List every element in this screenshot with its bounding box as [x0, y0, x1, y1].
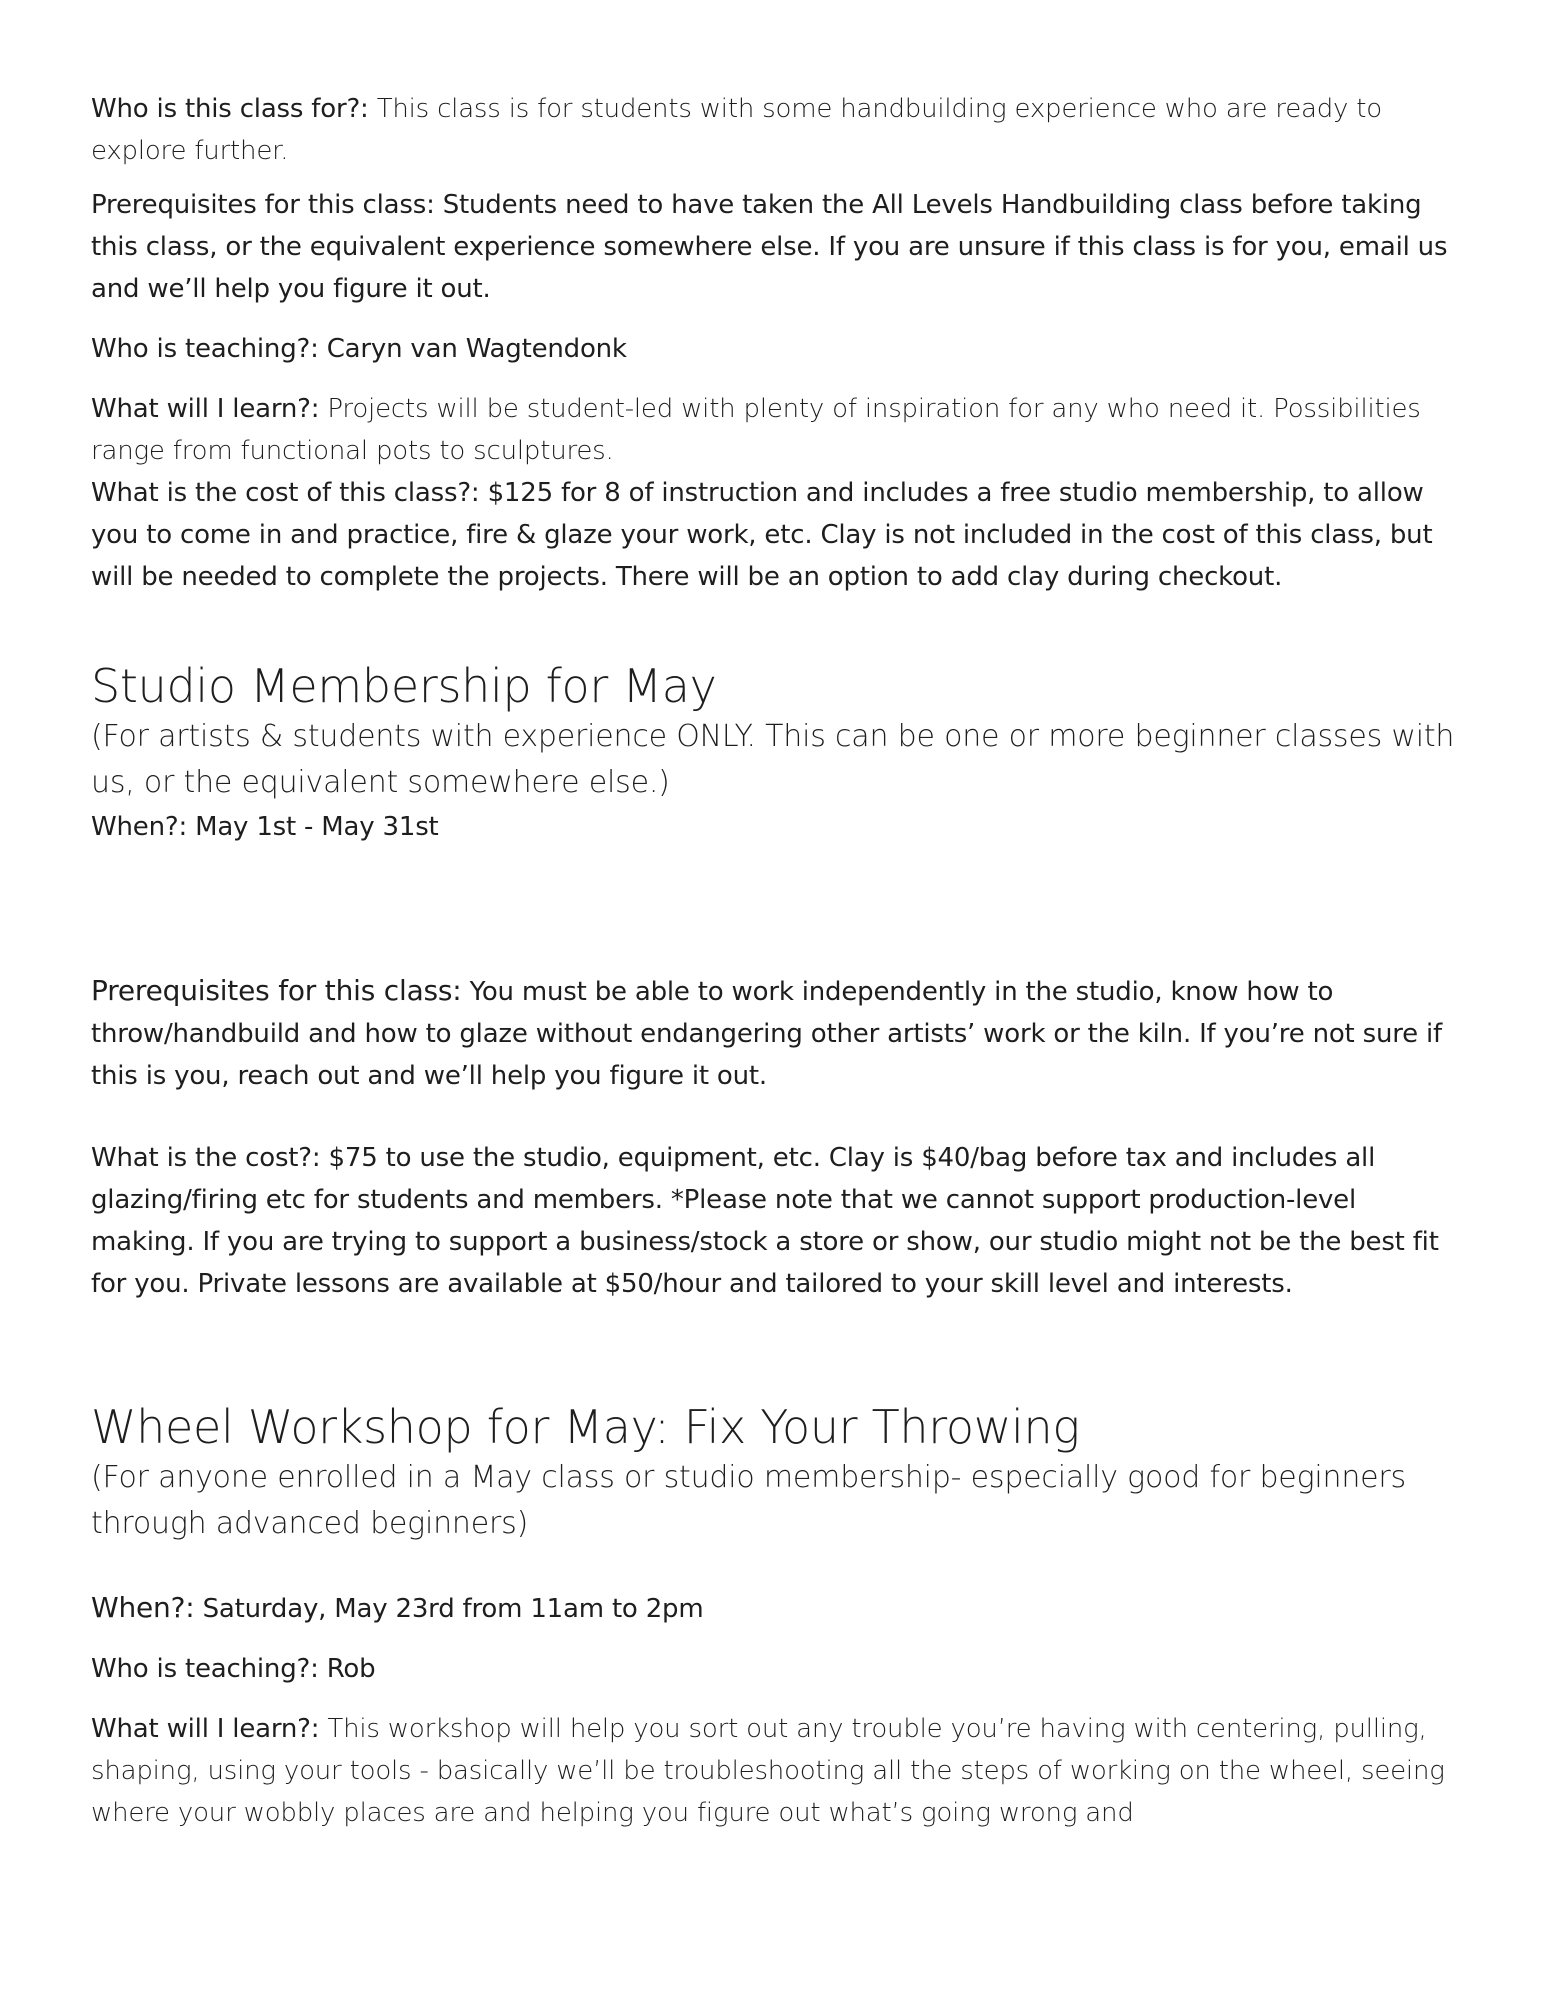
- class-prerequisites-text: Students need to have taken the All Levels Handbuilding class before taking this class, or the equivalent experience somewhere else. If you are unsure if this class is for you, email us and we’ll help you figure it out.: [91, 190, 1448, 304]
- class-learn-label: What will I learn?:: [91, 394, 320, 424]
- membership-title: Studio Membership for May: [91, 659, 717, 713]
- workshop-teacher: [91, 1648, 1461, 1690]
- workshop-teacher-text: Rob: [318, 1654, 376, 1684]
- membership-subtitle: (For artists & students with experience ONLY. This can be one or more beginner classes with us, or the equivalent somewhere else.): [91, 719, 1455, 800]
- class-audience: [91, 88, 1461, 172]
- class-prerequisites-label: Prerequisites for this class:: [91, 190, 435, 220]
- class-learn: [91, 388, 1461, 472]
- class-audience-text: This class is for students with some handbuilding experience who are ready to explore further.: [91, 94, 1383, 166]
- workshop-title: Wheel Workshop for May: Fix Your Throwing: [91, 1400, 1080, 1454]
- membership-prerequisites-label: Prerequisites for this class:: [91, 974, 462, 1007]
- membership-prerequisites-text: You must be able to work independently in the studio, know how to throw/handbuild and how to glaze without endangering other artists’ work or the kiln. If you’re not sure if this is you, reach out and we’ll help you figure it out.: [91, 977, 1443, 1091]
- membership-when-label: When?:: [91, 812, 188, 842]
- membership-when: [91, 806, 1461, 848]
- workshop-learn: [91, 1708, 1461, 1834]
- document-page: [91, 88, 1461, 1834]
- membership-cost-label: What is the cost?:: [91, 1143, 321, 1173]
- workshop-subtitle: (For anyone enrolled in a May class or studio membership- especially good for beginners through advanced beginners): [91, 1460, 1406, 1541]
- workshop-when-label: When?:: [91, 1591, 195, 1624]
- class-cost-text: $125 for 8 of instruction and includes a free studio membership, to allow you to come in and practice, fire & glaze your work, etc. Clay is not included in the cost of this class, but will be needed to complete the projects. There will be an option to add clay during checkout.: [91, 478, 1433, 592]
- workshop-when: [91, 1587, 1461, 1630]
- workshop-teacher-label: Who is teaching?:: [91, 1654, 319, 1684]
- class-audience-label: Who is this class for?:: [91, 94, 369, 124]
- workshop-learn-text: This workshop will help you sort out any trouble you’re having with centering, pulling, shaping, using your tools - basically we’ll be troubleshooting all the steps of working on the wheel, seeing where your wobbly places are and helping you figure out what’s going wrong and: [91, 1714, 1445, 1828]
- class-teacher-label: Who is teaching?:: [91, 334, 319, 364]
- workshop-when-text: Saturday, May 23rd from 11am to 2pm: [194, 1594, 704, 1624]
- class-learn-text: Projects will be student-led with plenty of inspiration for any who need it. Possibilities range from functional pots to sculptures.: [91, 394, 1421, 466]
- membership-cost: [91, 1137, 1461, 1305]
- class-cost-label: What is the cost of this class?:: [91, 478, 480, 508]
- membership-prerequisites: [91, 970, 1461, 1097]
- membership-cost-text: $75 to use the studio, equipment, etc. Clay is $40/bag before tax and includes all glazing/firing etc for students and members. *Please note that we cannot support production-level making. If you are trying to support a business/stock a store or show, our studio might not be the best fit for you. Private lessons are available at $50/hour and tailored to your skill level and interests.: [91, 1143, 1439, 1299]
- class-cost: [91, 472, 1461, 598]
- class-teacher-text: Caryn van Wagtendonk: [318, 334, 627, 364]
- class-teacher: [91, 328, 1461, 370]
- workshop-learn-label: What will I learn?:: [91, 1714, 320, 1744]
- membership-when-text: May 1st - May 31st: [187, 812, 439, 842]
- class-prerequisites: [91, 184, 1461, 310]
